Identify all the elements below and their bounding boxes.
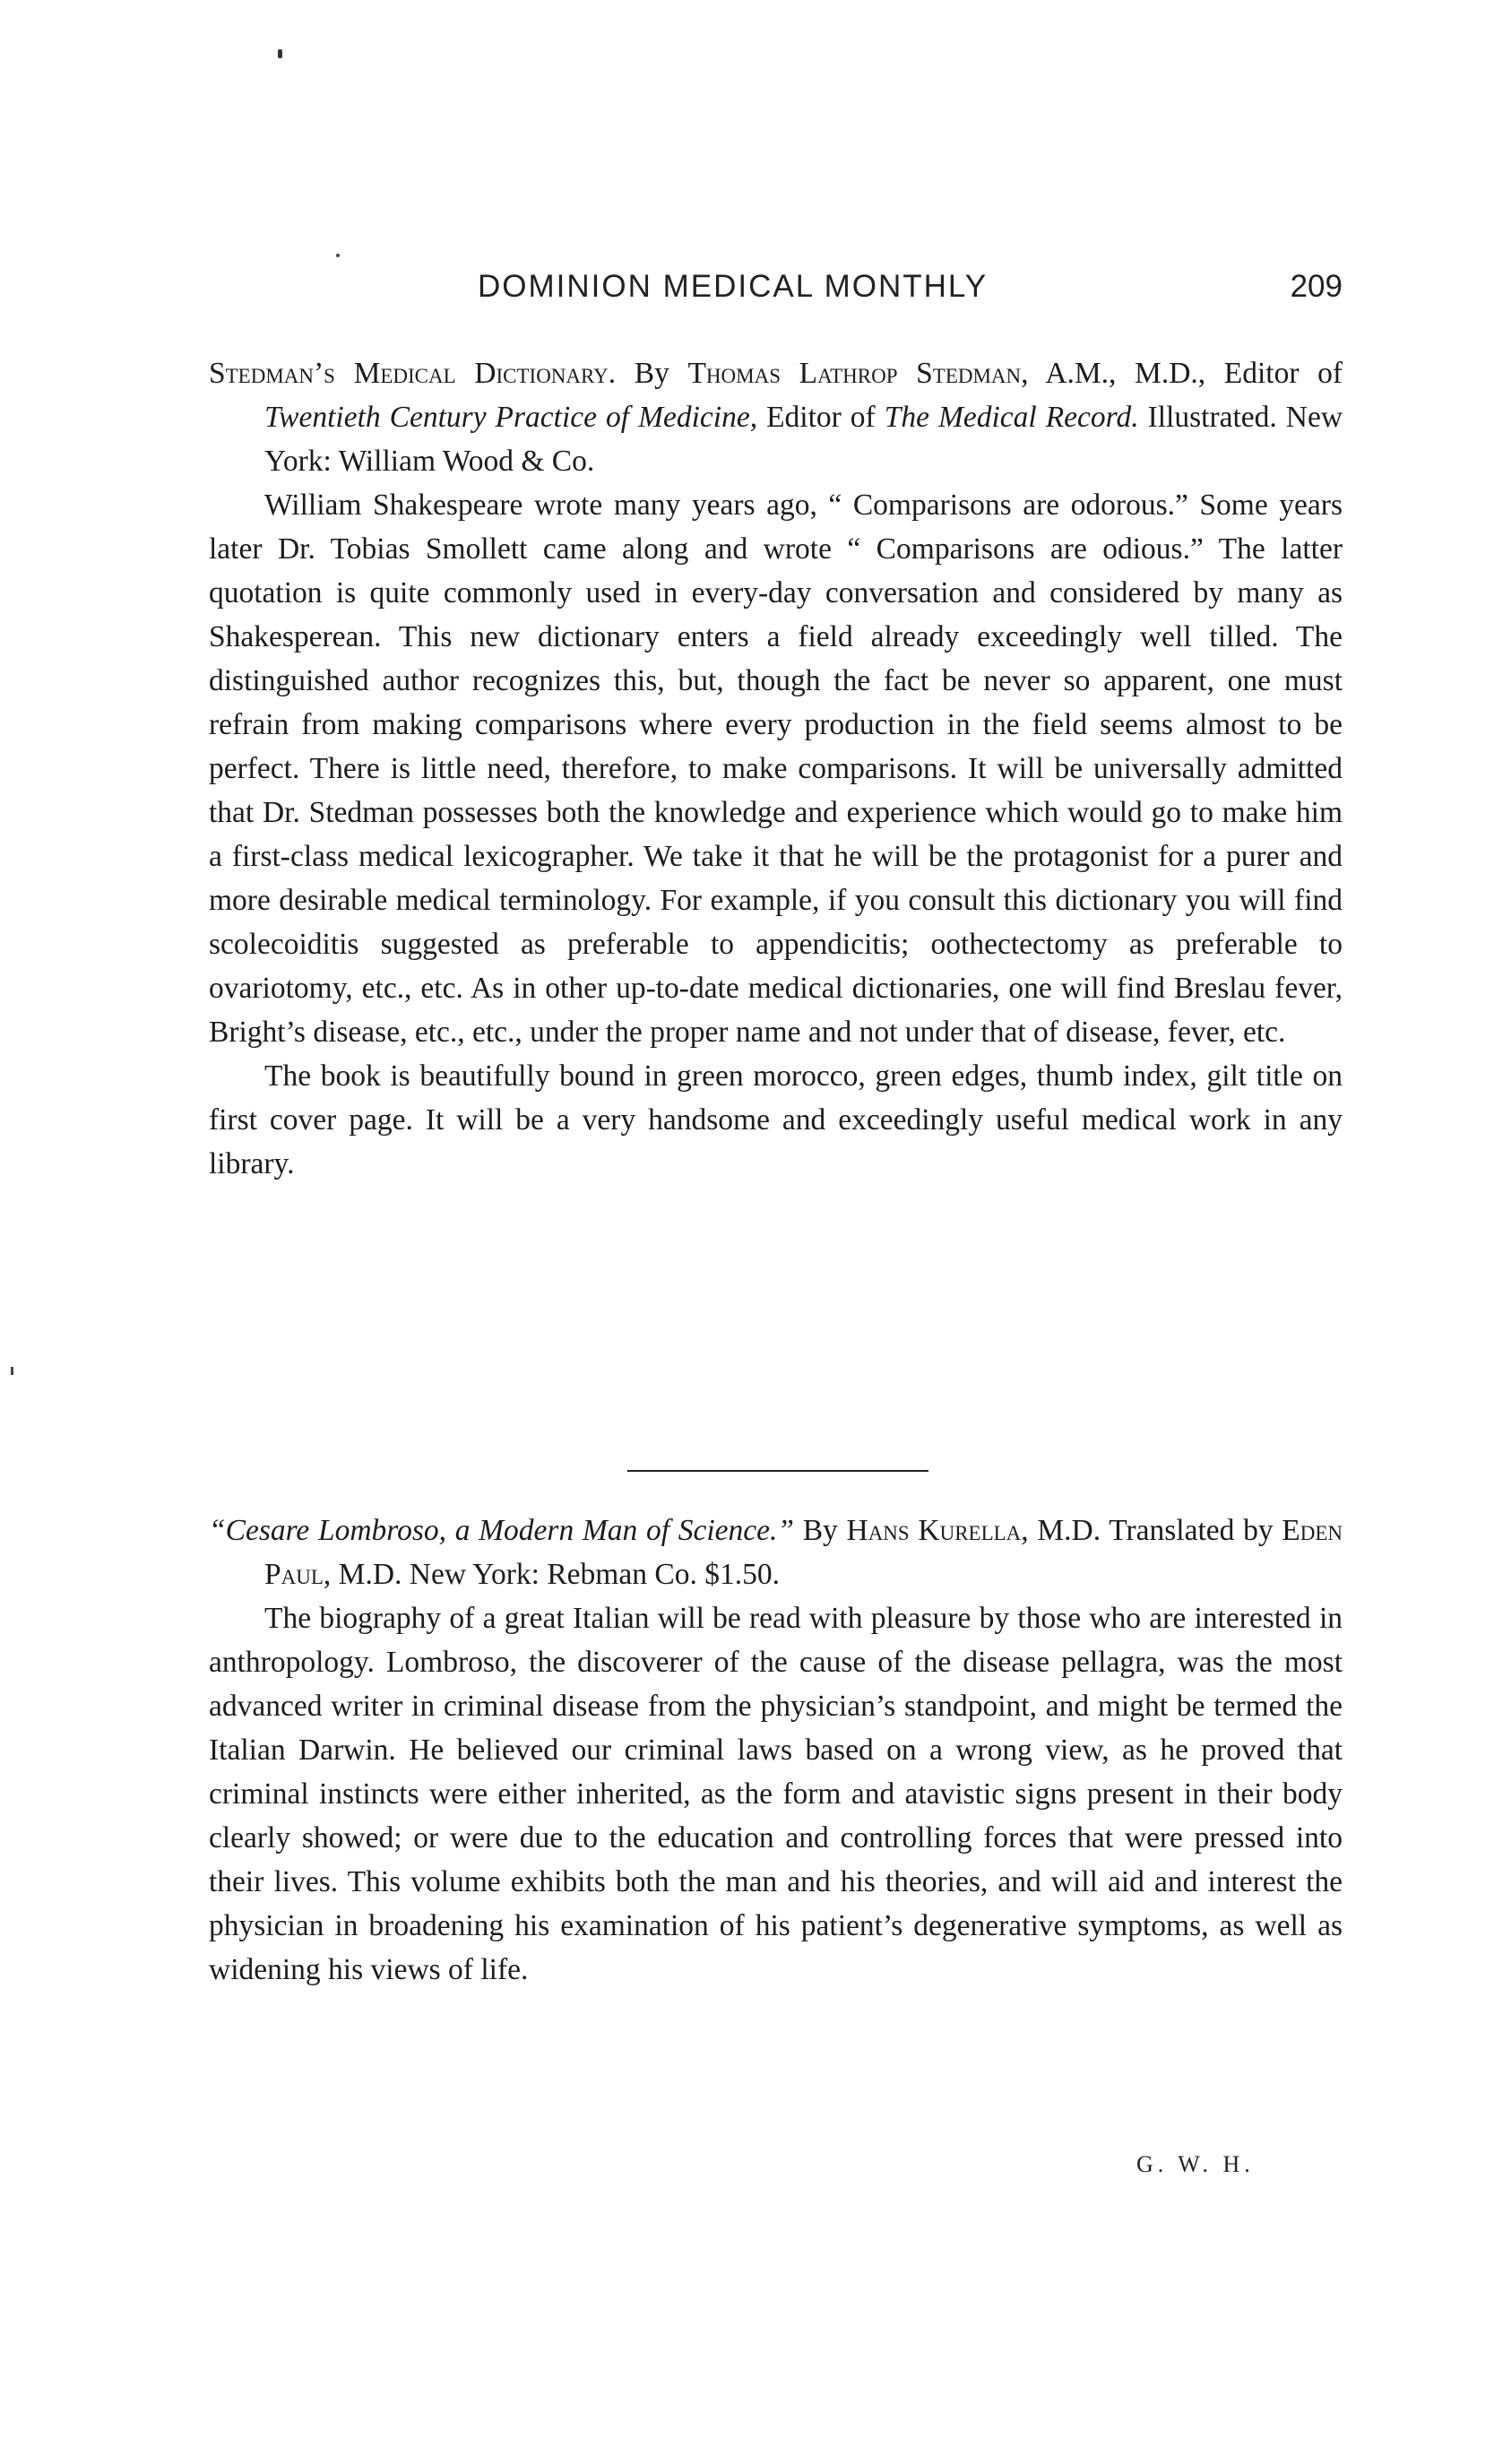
book-review-stedman xyxy=(209,351,1343,1186)
running-head xyxy=(209,269,1343,314)
translator-degree: M.D. xyxy=(338,1558,402,1591)
author-name: Thomas Lathrop Stedman, xyxy=(687,357,1029,390)
author-name: Hans Kurella, xyxy=(846,1514,1029,1547)
by-word: By xyxy=(634,357,669,390)
book-review-lombroso xyxy=(209,1509,1343,1992)
edited-work: Twentieth Century Practice of Medicine, xyxy=(264,401,758,434)
review-paragraph: William Shakespeare wrote many years ago, “ Comparisons are odorous.” Some years later Dr. Tobias Smollett came along and wrote “ Comparisons are odious.” The latter quotation is quite commonly used in every-day conversation and considered by many as Shakesperean. This new dictionary enters a field already exceedingly well tilled. The distinguished author recognizes this, but, though the fact be never so apparent, one must refrain from making comparisons where every production in the field seems almost to be perfect. There is little need, therefore, to make comparisons. It will be universally admitted that Dr. Stedman possesses both the knowledge and experience which would go to make him a first-class medical lexicographer. We take it that he will be the protagonist for a purer and more desirable medical terminology. For example, if you consult this dictionary you will find scolecoiditis suggested as preferable to appendicitis; oothectectomy as preferable to ovariotomy, etc., etc. As in other up-to-date medical dictionaries, one will find Breslau fever, Bright’s disease, etc., etc., under the proper name and not under that of disease, fever, etc. xyxy=(209,488,1343,1049)
publisher: New York: Rebman Co. $1.50. xyxy=(409,1558,780,1591)
page-number: 209 xyxy=(1290,269,1343,304)
review-paragraph: The biography of a great Italian will be read with pleasure by those who are interested in anthropology. Lombroso, the discoverer of the cause of the disease pellagra, was the most advanced writer in criminal disease from the physician’s standpoint, and might be termed the Italian Darwin. He believed our criminal laws based on a wrong view, as he proved that criminal instincts were either inherited, as the form and atavistic signs present in their body clearly showed; or were due to the education and controlling forces that were pressed into their lives. This volume exhibits both the man and his theories, and will aid and interest the physician in broadening his examination of his patient’s degenerative symptoms, as well as widening his views of life. xyxy=(209,1602,1343,1986)
translated-by: Translated by xyxy=(1109,1514,1274,1547)
book-title: Stedman’s Medical Dictionary. xyxy=(209,357,617,390)
by-word: By xyxy=(802,1514,838,1547)
section-divider xyxy=(627,1470,928,1472)
translator-name: Eden Paul, xyxy=(264,1514,1343,1591)
running-title: DOMINION MEDICAL MONTHLY xyxy=(478,269,989,304)
ink-mark xyxy=(278,49,282,58)
edited-journal: The Medical Record. xyxy=(884,401,1139,434)
ink-dot xyxy=(336,254,340,257)
editor-of: Editor of xyxy=(766,401,876,434)
ink-mark-margin xyxy=(11,1367,13,1375)
author-degrees: A.M., M.D., Editor of xyxy=(1045,357,1343,390)
publisher: Illustrated. New York: William Wood & Co. xyxy=(264,401,1343,478)
review-paragraph: The book is beautifully bound in green morocco, green edges, thumb index, gilt title on first cover page. It will be a very handsome and exceedingly useful medical work in any library. xyxy=(209,1059,1343,1180)
review-citation xyxy=(209,351,1343,483)
reviewer-initials: G. W. H. xyxy=(1136,2151,1255,2177)
author-degree: M.D. xyxy=(1037,1514,1101,1547)
book-title: “Cesare Lombroso, a Modern Man of Science.” xyxy=(209,1514,795,1547)
review-citation xyxy=(209,1509,1343,1596)
